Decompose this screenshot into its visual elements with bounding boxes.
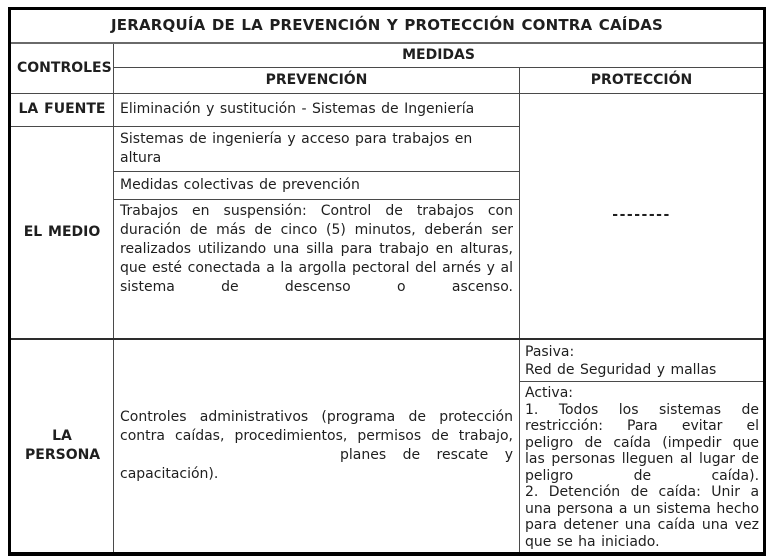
page-title: JERARQUÍA DE LA PREVENCIÓN Y PROTECCIÓN CONTRA CAÍDAS [10, 9, 765, 43]
text-line: que se ha iniciado. [525, 533, 660, 550]
text-line: para detener una caída una vez [525, 517, 760, 533]
table-row [10, 93, 765, 126]
text-line: contra caídas, procedimientos, permisos de trabajo, [120, 428, 513, 444]
cell-fuente-prevencion: Eliminación y sustitución - Sistemas de Ingeniería [114, 93, 520, 126]
cell-persona-prevencion [114, 339, 520, 554]
text-line: Trabajos en suspensión: Control de trabajos con [120, 202, 513, 219]
text-line: las personas lleguen al lugar de [525, 451, 760, 467]
column-header-proteccion: PROTECCIÓN [520, 67, 765, 93]
text-line: Activa: [525, 385, 573, 401]
cell-medio-prevencion-3 [114, 199, 520, 339]
row-label-el-medio: EL MEDIO [10, 126, 114, 339]
cell-proteccion-placeholder: -------- [520, 93, 765, 339]
table-row [10, 339, 765, 382]
table-row [10, 67, 765, 93]
text-line: peligro de caída (impedir que [525, 434, 760, 451]
column-header-controles: CONTROLES [10, 43, 114, 94]
text-line: realizados utilizando una silla para trabajo en alturas, [120, 240, 513, 257]
text-line: Controles administrativos (programa de protección [120, 409, 513, 425]
text-line: sistema de descenso o ascenso. [120, 278, 513, 295]
column-header-prevencion: PREVENCIÓN [114, 67, 520, 93]
text-line: que esté conectada a la argolla pectoral del arnés y al [120, 259, 513, 276]
text-line: Pasiva: [525, 344, 575, 360]
text-line: una persona a un sistema hecho [525, 500, 760, 517]
fall-protection-hierarchy-table [8, 7, 766, 556]
row-label-text: LA PERSONA [25, 428, 101, 463]
row-label-la-fuente: LA FUENTE [10, 93, 114, 126]
text-line: duración de más de cinco (5) minutos, deberán ser [120, 221, 513, 238]
cell-medio-prevencion-2: Medidas colectivas de prevención [114, 171, 520, 199]
cell-persona-proteccion-pasiva [520, 339, 765, 382]
text-line: altura [120, 149, 162, 166]
text-line: Red de Seguridad y mallas [525, 362, 717, 378]
table-row [10, 43, 765, 68]
text-line: 2. Detención de caída: Unir a [525, 484, 760, 500]
text-line: Sistemas de ingeniería y acceso para trabajos en [120, 130, 473, 147]
text-line: capacitación). [120, 466, 219, 482]
row-label-la-persona [10, 339, 114, 554]
text-line: restricción: Para evitar el [525, 418, 760, 434]
cell-persona-proteccion-activa [520, 382, 765, 555]
text-line: planes de rescate y [339, 447, 513, 463]
cell-medio-prevencion-1 [114, 126, 520, 171]
column-header-medidas: MEDIDAS [114, 43, 765, 68]
table-row [10, 9, 765, 43]
text-line: 1. Todos los sistemas de [525, 401, 760, 418]
text-line: peligro de caída). [525, 467, 760, 484]
